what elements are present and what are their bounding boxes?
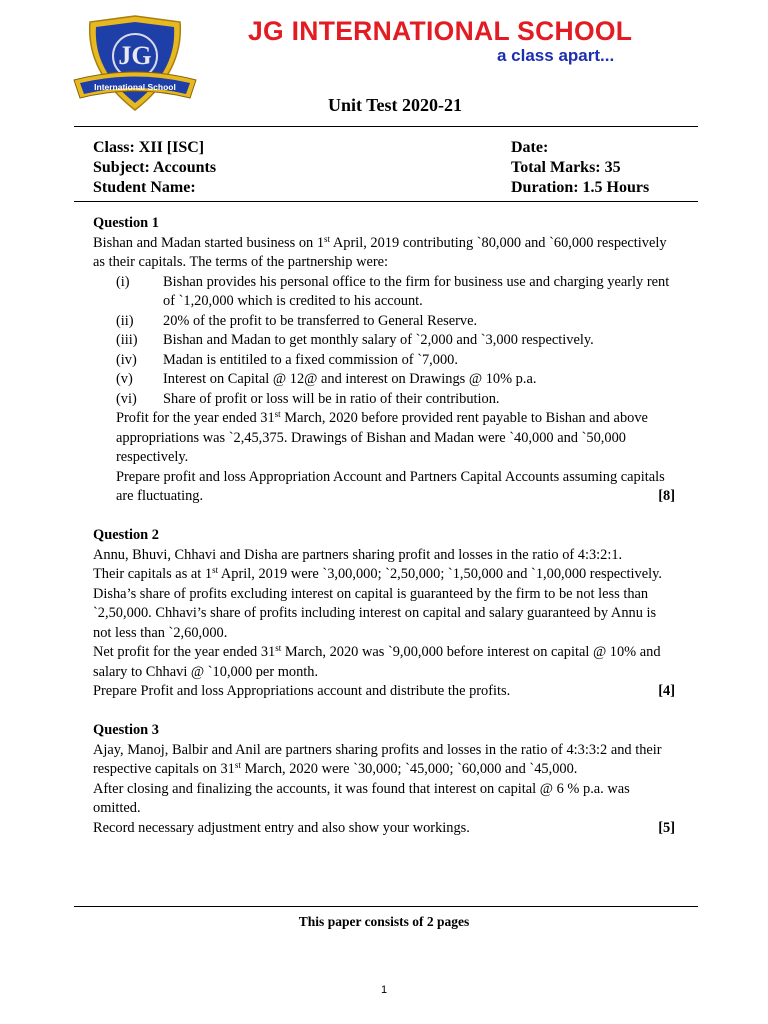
- date-label: Date:: [511, 139, 549, 156]
- svg-text:International School: International School: [94, 82, 176, 92]
- question-3-marks: [5]: [658, 819, 675, 836]
- question-1-intro: Bishan and Madan started business on 1st April, 2019 contributing `80,000 and `60,000 respectively as their capitals. The terms of the partnership were:: [93, 233, 667, 270]
- page-count-note: This paper consists of 2 pages: [298, 914, 470, 929]
- question-3-heading: Question 3: [93, 722, 159, 738]
- question-content: [93, 214, 675, 838]
- student-name-label: Student Name:: [93, 179, 196, 196]
- header-bottom-rule: [74, 201, 698, 202]
- svg-text:JG: JG: [118, 41, 152, 70]
- class-label: Class: XII [ISC]: [93, 139, 205, 156]
- question-1-marks: [8]: [658, 488, 675, 504]
- test-title: Unit Test 2020-21: [328, 95, 463, 115]
- question-2-profit-text: Net profit for the year ended 31st March, 2020 was `9,00,000 before interest on capital @ 10% and salary to Chhavi @ `10,000 per month.: [93, 643, 661, 680]
- total-marks-label: Total Marks: 35: [511, 159, 621, 176]
- footer-rule: [74, 906, 698, 907]
- question-3-omission-text: After closing and finalizing the accounts, it was found that interest on capital @ 6 % p.a. was omitted.: [93, 780, 630, 816]
- page-number: 1: [380, 984, 388, 996]
- question-1-term: (ii) 20% of the profit to be transferred to General Reserve.: [116, 312, 478, 329]
- question-1-term: (v) Interest on Capital @ 12@ and interest on Drawings @ 10% p.a.: [116, 371, 537, 387]
- question-2-ratio-text: Annu, Bhuvi, Chhavi and Disha are partners sharing profit and losses in the ratio of 4:3:2:1.: [93, 546, 623, 563]
- question-3-capitals-text: Ajay, Manoj, Balbir and Anil are partners sharing profits and losses in the ratio of 4:3:3:2 and their respective capitals on 31st March, 2020 were `30,000; `45,000; `60,000 and `45,000.: [93, 741, 662, 777]
- question-2-guarantee-text: Disha’s share of profits excluding interest on capital is guaranteed by the firm to be not less than `2,50,000. Chhavi’s share of profits including interest on capital and salary guaranteed by Annu is not less than `2,60,000.: [93, 585, 657, 641]
- school-logo: [70, 12, 200, 124]
- school-name: JG INTERNATIONAL SCHOOL: [248, 16, 633, 46]
- question-1-term: (vi) Share of profit or loss will be in ratio of their contribution.: [116, 390, 500, 407]
- question-1-term: (iii) Bishan and Madan to get monthly salary of `2,000 and `3,000 respectively.: [116, 332, 594, 348]
- question-1-task: Prepare profit and loss Appropriation Account and Partners Capital Accounts assuming capitals are fluctuating. [8]: [93, 468, 675, 507]
- school-tagline: a class apart...: [497, 46, 615, 65]
- question-1-heading: Question 1: [93, 215, 159, 231]
- question-2-heading: Question 2: [93, 527, 159, 543]
- question-2-task: Prepare Profit and loss Appropriations account and distribute the profits. [4]: [93, 682, 675, 702]
- question-3-task: Record necessary adjustment entry and also show your workings. [5]: [93, 819, 675, 839]
- question-1-term: (i) Bishan provides his personal office to the firm for business use and charging yearly rent of `1,20,000 which is credited to his account.: [116, 273, 670, 309]
- question-1-term: (iv) Madan is entitiled to a fixed commission of `7,000.: [116, 351, 458, 368]
- question-2-marks: [4]: [658, 683, 675, 699]
- question-2-capitals-text: Their capitals as at 1st April, 2019 were `3,00,000; `2,50,000; `1,50,000 and `1,00,000 respectively.: [93, 565, 662, 582]
- subject-label: Subject: Accounts: [93, 159, 217, 176]
- question-1-profit-text: Profit for the year ended 31st March, 2020 before provided rent payable to Bishan and above appropriations was `2,45,375. Drawings of Bishan and Madan were `40,000 and `50,000 respectively.: [116, 409, 648, 465]
- duration-label: Duration: 1.5 Hours: [511, 179, 650, 196]
- header-top-rule: [74, 126, 698, 127]
